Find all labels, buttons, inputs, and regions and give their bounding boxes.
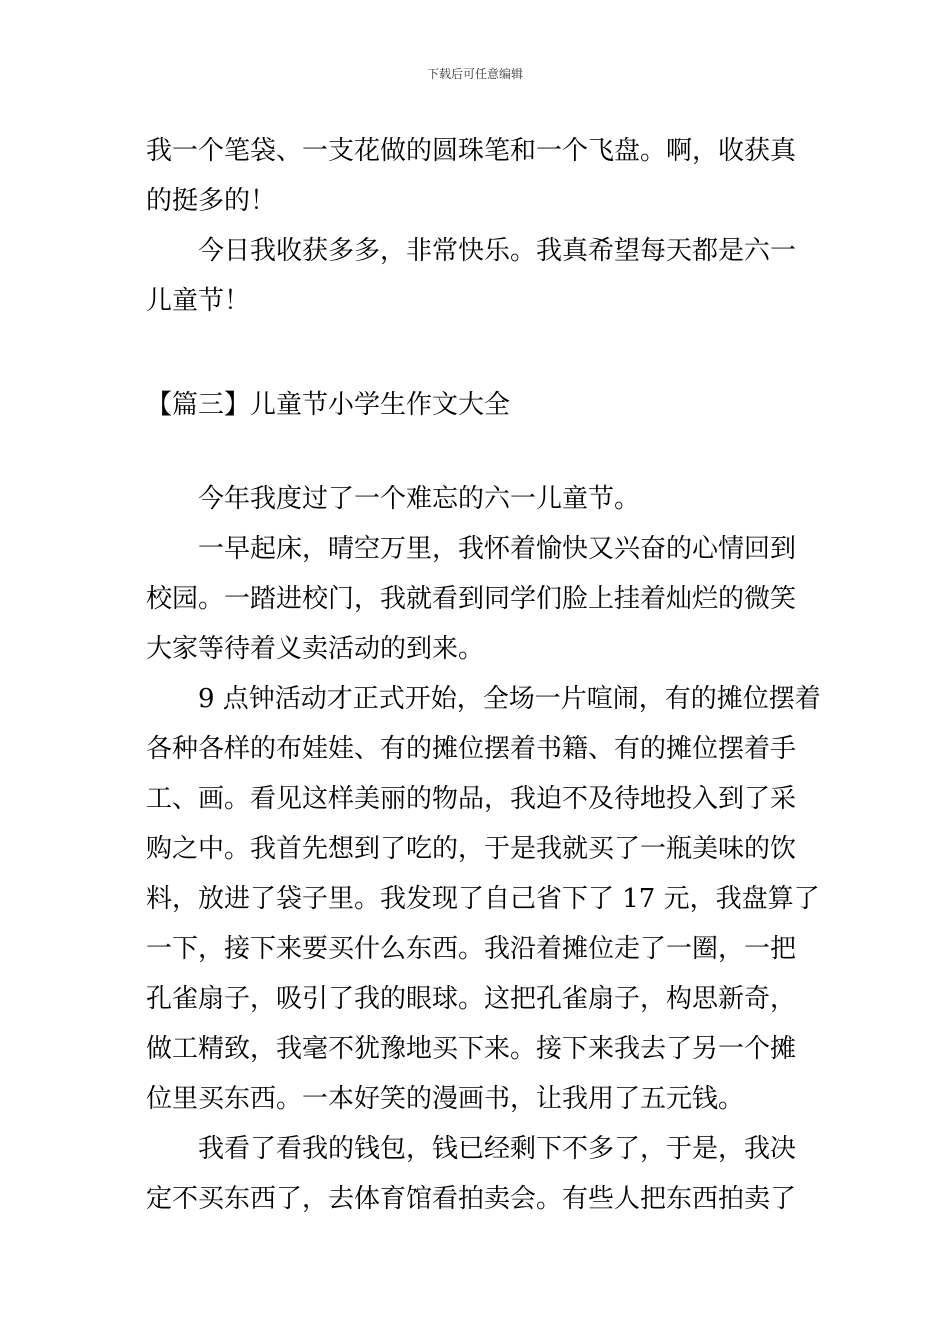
text-line: 儿童节！	[146, 286, 251, 316]
text-line: 校园。一踏进校门，我就看到同学们脸上挂着灿烂的微笑	[146, 584, 797, 614]
document-body	[146, 126, 821, 1224]
text-line: 料，放进了袋子里。我发现了自己省下了 17 元，我盘算了	[146, 884, 820, 914]
page-header-note: 下载后可任意编辑	[426, 67, 523, 81]
paragraph-2	[146, 524, 818, 674]
section-title: 【篇三】儿童节小学生作文大全	[146, 390, 511, 420]
text-line: 各种各样的布娃娃、有的摊位摆着书籍、有的摊位摆着手	[146, 734, 797, 764]
text-line: 我一个笔袋、一支花做的圆珠笔和一个飞盘。啊，收获真	[146, 136, 797, 166]
text-line: 一早起床，晴空万里，我怀着愉快又兴奋的心情回到	[198, 534, 797, 564]
text-line: 大家等待着义卖活动的到来。	[146, 634, 485, 664]
text-line: 购之中。我首先想到了吃的，于是我就买了一瓶美味的饮	[146, 834, 797, 864]
paragraph-3	[146, 674, 821, 1124]
text-line: 今日我收获多多，非常快乐。我真希望每天都是六一	[198, 236, 797, 266]
spacer	[146, 430, 818, 474]
paragraph-1	[146, 474, 818, 524]
paragraph-happy	[146, 226, 818, 326]
text-line: 位里买东西。一本好笑的漫画书，让我用了五元钱。	[146, 1084, 745, 1114]
text-line: 今年我度过了一个难忘的六一儿童节。	[198, 484, 641, 514]
paragraph-4	[146, 1124, 818, 1224]
text-line: 的挺多的！	[146, 186, 277, 216]
text-line: 做工精致，我毫不犹豫地买下来。接下来我去了另一个摊	[146, 1034, 797, 1064]
text-line: 工、画。看见这样美丽的物品，我迫不及待地投入到了采	[146, 784, 797, 814]
paragraph-intro	[146, 126, 818, 226]
text-line: 定不买东西了，去体育馆看拍卖会。有些人把东西拍卖了	[146, 1184, 797, 1214]
text-line: 孔雀扇子，吸引了我的眼球。这把孔雀扇子，构思新奇，	[146, 984, 797, 1014]
text-line: 9 点钟活动才正式开始，全场一片喧闹，有的摊位摆着	[198, 684, 821, 714]
text-line: 一下，接下来要买什么东西。我沿着摊位走了一圈，一把	[146, 934, 797, 964]
text-line: 我看了看我的钱包，钱已经剩下不多了，于是，我决	[198, 1134, 797, 1164]
